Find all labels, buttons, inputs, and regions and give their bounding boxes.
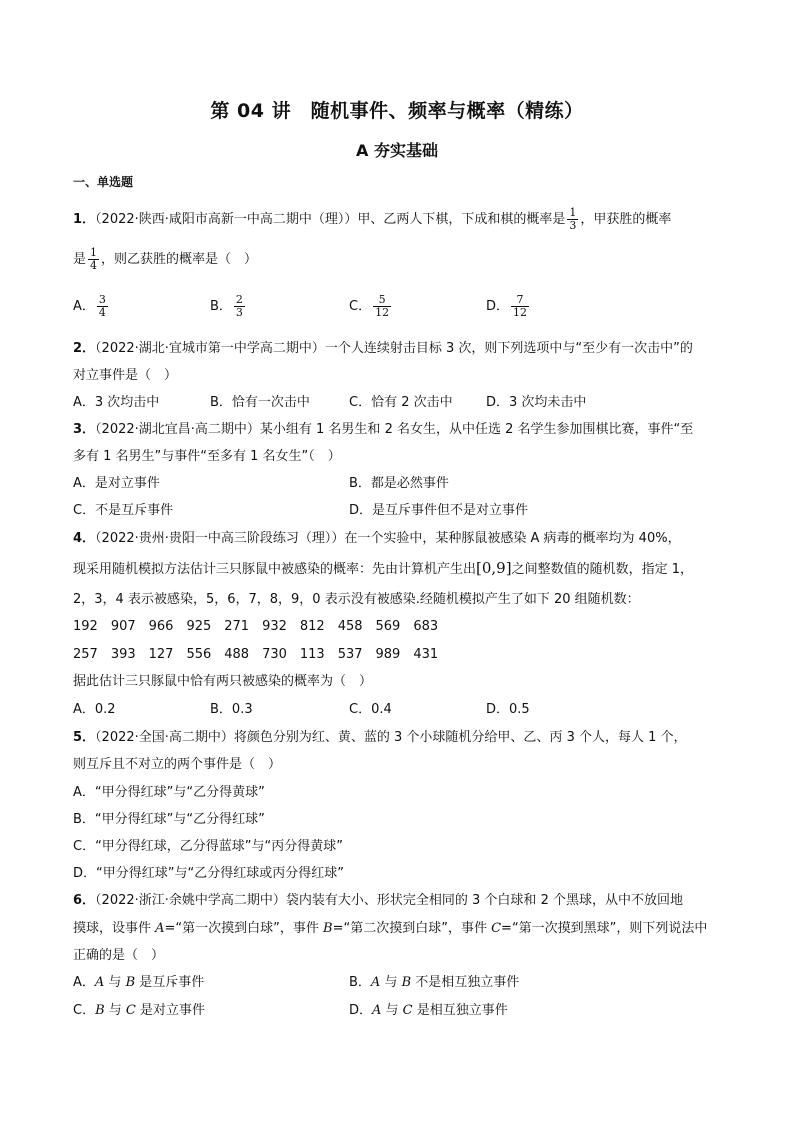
question-number: 1． xyxy=(73,212,96,227)
fraction xyxy=(567,207,578,232)
option-text: 与 xyxy=(380,975,402,990)
option-a: A．3 次均击中 xyxy=(73,395,160,410)
option-text: 与 xyxy=(381,1003,403,1018)
option-text: 不是相互独立事件 xyxy=(411,975,520,990)
question-4-line-2 xyxy=(73,558,693,577)
question-6-line-3: 正确的是（ ） xyxy=(73,948,165,963)
numerator: 1 xyxy=(90,246,98,259)
question-text: （2022·湖北·宜城市第一中学高二期中）一个人连续射击目标 3 次，则下列选项中与“至少有一次击中”的 xyxy=(95,341,693,356)
option-text: 是互斥事件 xyxy=(135,975,205,990)
question-number: 5． xyxy=(73,730,96,745)
question-2-line-2: 对立事件是（ ） xyxy=(73,368,178,383)
option-label: D． xyxy=(349,1003,373,1018)
option-d: D．“甲分得红球”与“乙分得红球或丙分得红球” xyxy=(73,866,344,881)
variable: A xyxy=(155,921,165,936)
question-text: （2022·湖北宜昌·高二期中）某小组有 1 名男生和 2 名女生，从中任选 2 名学生参加围棋比赛，事件“至 xyxy=(95,422,694,437)
question-number: 6． xyxy=(73,893,96,908)
fraction xyxy=(511,294,529,319)
question-1-line-1 xyxy=(73,207,671,232)
option-b xyxy=(210,294,247,319)
page-title: 第 04 讲 随机事件、频率与概率（精练） xyxy=(210,100,584,122)
question-5-line-1 xyxy=(73,726,687,745)
option-label: B． xyxy=(349,975,371,990)
fraction xyxy=(97,294,108,319)
option-b xyxy=(349,971,519,990)
option-c: C．恰有 2 次击中 xyxy=(349,395,453,410)
question-6-line-2 xyxy=(73,917,707,936)
denominator: 3 xyxy=(235,306,243,319)
question-3-line-1 xyxy=(73,418,693,437)
question-text: （2022·贵州·贵阳一中高三阶段练习（理））在一个实验中，某种豚鼠被感染 A 病毒的概率均为 40%， xyxy=(95,531,681,546)
option-text: 是相互独立事件 xyxy=(412,1003,508,1018)
numerator: 5 xyxy=(378,293,386,306)
variable: B xyxy=(125,975,136,990)
question-text: （2022·全国·高二期中）将颜色分别为红、黄、蓝的 3 个小球随机分给甲、乙、丙 3 个人，每人 1 个， xyxy=(95,730,687,745)
variable: B xyxy=(401,975,412,990)
option-a: A．是对立事件 xyxy=(73,476,160,491)
option-b: B．0.3 xyxy=(210,702,253,717)
denominator: 12 xyxy=(513,306,528,319)
question-text: =“第一次摸到黑球”，则下列说法中 xyxy=(501,921,708,936)
option-text: 是对立事件 xyxy=(135,1003,205,1018)
option-text: 与 xyxy=(104,975,126,990)
numerator: 7 xyxy=(516,293,524,306)
question-1-line-2 xyxy=(73,247,257,272)
variable: C xyxy=(125,1003,136,1018)
option-c: C．不是互斥事件 xyxy=(73,503,174,518)
question-5-line-2: 则互斥且不对立的两个事件是（ ） xyxy=(73,757,282,772)
option-b: B．恰有一次击中 xyxy=(210,395,310,410)
question-text: 是 xyxy=(73,252,87,267)
option-label: C． xyxy=(349,299,372,314)
option-label: D． xyxy=(486,299,510,314)
denominator: 4 xyxy=(90,259,98,272)
option-a xyxy=(73,294,110,319)
random-numbers-row-2: 257 393 127 556 488 730 113 537 989 431 xyxy=(73,647,439,662)
option-label: A． xyxy=(73,975,95,990)
option-d: D．0.5 xyxy=(486,702,530,717)
denominator: 3 xyxy=(569,219,577,232)
option-text: 与 xyxy=(104,1003,126,1018)
option-d xyxy=(486,294,531,319)
option-a xyxy=(73,971,204,990)
option-d xyxy=(349,999,508,1018)
option-c xyxy=(73,999,205,1018)
variable: B xyxy=(323,921,333,936)
variable: B xyxy=(95,1003,105,1018)
section-heading: 一、单选题 xyxy=(73,175,134,189)
question-6-line-1 xyxy=(73,889,683,908)
variable: C xyxy=(491,921,502,936)
option-c xyxy=(349,294,393,319)
question-text: （2022·浙江·余姚中学高二期中）袋内装有大小、形状完全相同的 3 个白球和 2 个黑球，从中不放回地 xyxy=(95,893,683,908)
question-text: ，则乙获胜的概率是（ ） xyxy=(101,252,258,267)
option-c: C．“甲分得红球，乙分得蓝球”与“丙分得黄球” xyxy=(73,839,344,854)
question-text: =“第一次摸到白球”，事件 xyxy=(164,921,324,936)
option-d: D．是互斥事件但不是对立事件 xyxy=(349,503,529,518)
denominator: 4 xyxy=(98,306,106,319)
option-a: A．“甲分得红球”与“乙分得黄球” xyxy=(73,785,265,800)
option-label: B． xyxy=(210,299,232,314)
question-text: ，甲获胜的概率 xyxy=(580,212,672,227)
question-4-line-4: 据此估计三只豚鼠中恰有两只被感染的概率为（ ） xyxy=(73,674,373,689)
variable: A xyxy=(94,975,105,990)
question-number: 2． xyxy=(73,341,96,356)
option-b: B．“甲分得红球”与“乙分得红球” xyxy=(73,812,265,827)
denominator: 12 xyxy=(375,306,390,319)
numerator: 3 xyxy=(98,293,106,306)
fraction xyxy=(234,294,245,319)
fraction xyxy=(373,294,391,319)
question-text: （2022·陕西·咸阳市高新一中高二期中（理））甲、乙两人下棋，下成和棋的概率是 xyxy=(95,212,566,227)
interval: [0,9] xyxy=(476,559,512,577)
option-d: D．3 次均未击中 xyxy=(486,395,587,410)
option-b: B．都是必然事件 xyxy=(349,476,449,491)
question-text: 摸球，设事件 xyxy=(73,921,156,936)
question-3-line-2: 多有 1 名男生”与事件“至多有 1 名女生”（ ） xyxy=(73,449,341,464)
question-text: 之间整数值的随机数，指定 1， xyxy=(511,562,693,577)
option-label: A． xyxy=(73,299,95,314)
numerator: 1 xyxy=(569,206,577,219)
numerator: 2 xyxy=(235,293,243,306)
question-text: 现采用随机模拟方法估计三只豚鼠中被感染的概率：先由计算机产生出 xyxy=(73,562,477,577)
question-4-line-1 xyxy=(73,527,681,546)
variable: A xyxy=(372,1003,382,1018)
fraction xyxy=(88,247,99,272)
random-numbers-row-1: 192 907 966 925 271 932 812 458 569 683 xyxy=(73,619,439,634)
question-text: =“第二次摸到白球”，事件 xyxy=(332,921,492,936)
question-4-line-3: 2，3，4 表示被感染，5，6，7，8，9，0 表示没有被感染.经随机模拟产生了如下 20 组随机数： xyxy=(73,592,640,607)
option-label: C． xyxy=(73,1003,96,1018)
question-number: 4． xyxy=(73,531,96,546)
question-number: 3． xyxy=(73,422,96,437)
question-2-line-1 xyxy=(73,337,693,356)
page-subtitle: A 夯实基础 xyxy=(356,141,438,160)
option-a: A．0.2 xyxy=(73,702,116,717)
variable: A xyxy=(370,975,381,990)
variable: C xyxy=(402,1003,413,1018)
option-c: C．0.4 xyxy=(349,702,392,717)
